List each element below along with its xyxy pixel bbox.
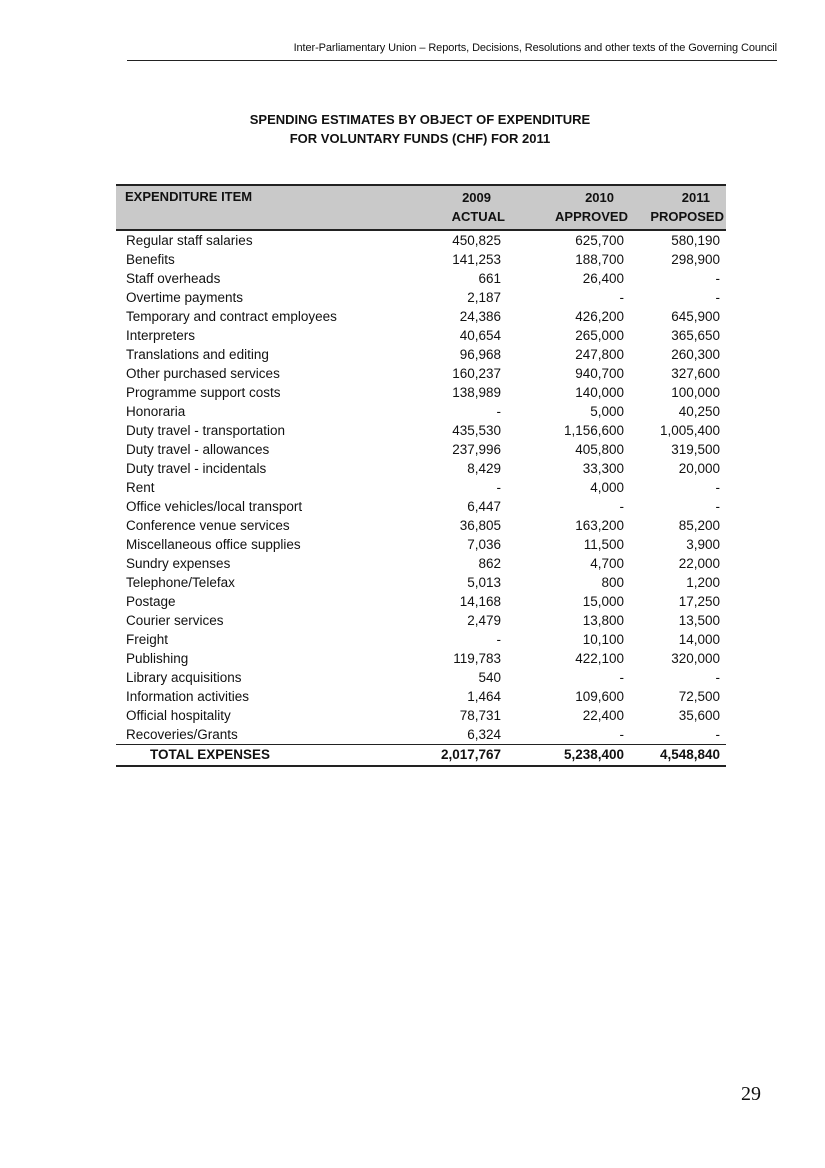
- cell-2009-actual: 5,013: [467, 575, 501, 590]
- cell-2010-approved: -: [619, 290, 624, 305]
- cell-2010-approved: 163,200: [575, 518, 624, 533]
- cell-expenditure-item: Staff overheads: [126, 271, 221, 286]
- cell-2011-proposed: 320,000: [671, 651, 720, 666]
- document-title: [115, 110, 725, 148]
- cell-2010-approved: 26,400: [582, 271, 624, 286]
- table-row: [116, 516, 726, 535]
- table-row: [116, 345, 726, 364]
- cell-2011-proposed: 580,190: [671, 233, 720, 248]
- cell-2011-proposed: -: [715, 480, 720, 495]
- cell-2010-approved: 15,000: [582, 594, 624, 609]
- header-year: 2011: [681, 190, 710, 205]
- title-line-1: SPENDING ESTIMATES BY OBJECT OF EXPENDITURE: [249, 112, 591, 127]
- cell-2009-actual: 8,429: [467, 461, 501, 476]
- cell-2011-proposed: -: [630, 725, 726, 745]
- cell-2009-actual: 96,968: [459, 347, 501, 362]
- header-label: PROPOSED: [650, 209, 724, 224]
- table-row: [116, 478, 726, 497]
- table-row: [116, 459, 726, 478]
- cell-2009-actual: 6,324: [430, 725, 507, 745]
- cell-expenditure-item: Information activities: [126, 689, 250, 704]
- cell-2010-approved: 422,100: [575, 651, 624, 666]
- cell-2009-actual: 160,237: [452, 366, 501, 381]
- cell-expenditure-item: Temporary and contract employees: [126, 309, 337, 324]
- cell-2011-proposed: -: [715, 670, 720, 685]
- cell-2011-proposed: 40,250: [678, 404, 720, 419]
- cell-2011-proposed: 1,005,400: [659, 423, 720, 438]
- cell-expenditure-item: Other purchased services: [126, 366, 280, 381]
- cell-2009-actual: 141,253: [452, 252, 501, 267]
- cell-2011-proposed: -: [715, 271, 720, 286]
- cell-expenditure-item: Publishing: [126, 651, 189, 666]
- table-row: [116, 288, 726, 307]
- cell-2009-actual: 138,989: [452, 385, 501, 400]
- cell-2010-approved: 800: [601, 575, 624, 590]
- cell-expenditure-item: Library acquisitions: [126, 670, 242, 685]
- cell-expenditure-item: Postage: [126, 594, 176, 609]
- cell-expenditure-item: Benefits: [126, 252, 175, 267]
- cell-2009-actual: 7,036: [467, 537, 501, 552]
- cell-2010-approved: 5,000: [590, 404, 624, 419]
- cell-2010-approved: 4,700: [590, 556, 624, 571]
- table-body: [116, 230, 726, 745]
- cell-2011-proposed: 17,250: [678, 594, 720, 609]
- cell-2010-approved: 405,800: [575, 442, 624, 457]
- cell-2010-approved: 426,200: [575, 309, 624, 324]
- cell-2009-actual: 2,187: [467, 290, 501, 305]
- cell-2009-actual: -: [496, 404, 501, 419]
- cell-2011-proposed: -: [715, 290, 720, 305]
- header-2011-proposed: [630, 185, 726, 230]
- cell-2009-actual: -: [496, 480, 501, 495]
- table-row: [116, 611, 726, 630]
- header-label: APPROVED: [555, 209, 628, 224]
- cell-2011-proposed: 365,650: [671, 328, 720, 343]
- header-label: ACTUAL: [451, 209, 505, 224]
- cell-2010-approved: -: [619, 670, 624, 685]
- cell-2009-actual: 1,464: [467, 689, 501, 704]
- cell-2009-actual: 661: [478, 271, 501, 286]
- table-row: [116, 706, 726, 725]
- table-row: [116, 269, 726, 288]
- cell-2011-proposed: 72,500: [678, 689, 720, 704]
- cell-expenditure-item: Honoraria: [126, 404, 186, 419]
- cell-2011-proposed: 35,600: [678, 708, 720, 723]
- cell-2010-approved: -: [619, 499, 624, 514]
- cell-2011-proposed: 298,900: [671, 252, 720, 267]
- cell-2010-approved: 265,000: [575, 328, 624, 343]
- cell-2009-actual: 862: [478, 556, 501, 571]
- cell-2011-proposed: 20,000: [678, 461, 720, 476]
- cell-2011-proposed: 3,900: [686, 537, 720, 552]
- cell-2011-proposed: 100,000: [671, 385, 720, 400]
- cell-2009-actual: 237,996: [452, 442, 501, 457]
- cell-2010-approved: 13,800: [582, 613, 624, 628]
- cell-2011-proposed: 260,300: [671, 347, 720, 362]
- cell-2010-approved: 10,100: [582, 632, 624, 647]
- cell-expenditure-item: Official hospitality: [126, 708, 231, 723]
- table-row: [116, 535, 726, 554]
- cell-expenditure-item: Overtime payments: [126, 290, 244, 305]
- cell-expenditure-item: Programme support costs: [126, 385, 281, 400]
- cell-2010-approved: 33,300: [582, 461, 624, 476]
- cell-expenditure-item: Miscellaneous office supplies: [126, 537, 301, 552]
- table-row: [116, 573, 726, 592]
- cell-2010-approved: 140,000: [575, 385, 624, 400]
- total-2009-actual: 2,017,767: [430, 745, 507, 767]
- cell-2009-actual: 6,447: [467, 499, 501, 514]
- cell-2010-approved: 22,400: [582, 708, 624, 723]
- header-year: 2010: [585, 190, 614, 205]
- table-row: [116, 421, 726, 440]
- cell-2010-approved: 625,700: [575, 233, 624, 248]
- cell-expenditure-item: Translations and editing: [126, 347, 269, 362]
- cell-2011-proposed: -: [715, 499, 720, 514]
- cell-2010-approved: 11,500: [583, 537, 624, 552]
- cell-2009-actual: 40,654: [459, 328, 501, 343]
- table-row: [116, 402, 726, 421]
- cell-2010-approved: 1,156,600: [563, 423, 624, 438]
- cell-expenditure-item: Duty travel - transportation: [126, 423, 286, 438]
- table-row: [116, 364, 726, 383]
- cell-2009-actual: 14,168: [459, 594, 501, 609]
- cell-2011-proposed: 1,200: [686, 575, 720, 590]
- table-row: [116, 668, 726, 687]
- cell-2009-actual: -: [496, 632, 501, 647]
- table-row: [116, 497, 726, 516]
- table-row: [116, 592, 726, 611]
- header-year: 2009: [462, 190, 491, 205]
- cell-2011-proposed: 22,000: [678, 556, 720, 571]
- cell-expenditure-item: Office vehicles/local transport: [126, 499, 303, 514]
- cell-2009-actual: 24,386: [459, 309, 501, 324]
- total-2011-proposed: 4,548,840: [630, 745, 726, 767]
- total-label: TOTAL EXPENSES: [116, 745, 430, 767]
- cell-2010-approved: -: [507, 725, 630, 745]
- cell-2009-actual: 36,805: [459, 518, 501, 533]
- total-row: [116, 745, 726, 767]
- cell-2009-actual: 2,479: [467, 613, 501, 628]
- cell-2009-actual: 119,783: [453, 651, 501, 666]
- table-row: [116, 630, 726, 649]
- cell-expenditure-item: Interpreters: [126, 328, 196, 343]
- cell-expenditure-item: Courier services: [126, 613, 224, 628]
- cell-2011-proposed: 327,600: [671, 366, 720, 381]
- running-head: Inter-Parliamentary Union – Reports, Decisions, Resolutions and other texts of the Governing Council: [293, 42, 777, 54]
- cell-2009-actual: 450,825: [452, 233, 501, 248]
- header-rule: [127, 60, 777, 61]
- table-row: [116, 687, 726, 706]
- total-2010-approved: 5,238,400: [507, 745, 630, 767]
- cell-2010-approved: 247,800: [575, 347, 624, 362]
- cell-2010-approved: 940,700: [575, 366, 624, 381]
- cell-expenditure-item: Sundry expenses: [126, 556, 231, 571]
- header-expenditure-item: EXPENDITURE ITEM: [116, 185, 430, 230]
- table-header-row: [116, 185, 726, 230]
- cell-2010-approved: 188,700: [575, 252, 624, 267]
- cell-2009-actual: 435,530: [452, 423, 501, 438]
- header-2010-approved: [507, 185, 630, 230]
- table-row: [116, 440, 726, 459]
- cell-expenditure-item: Recoveries/Grants: [116, 725, 430, 745]
- header-2009-actual: [430, 185, 507, 230]
- table-row: [116, 725, 726, 745]
- cell-2011-proposed: 645,900: [671, 309, 720, 324]
- cell-expenditure-item: Duty travel - incidentals: [126, 461, 267, 476]
- cell-2009-actual: 78,731: [459, 708, 501, 723]
- table-row: [116, 649, 726, 668]
- cell-2009-actual: 540: [478, 670, 501, 685]
- cell-2010-approved: 109,600: [575, 689, 624, 704]
- expenditure-table: [116, 184, 726, 767]
- cell-2010-approved: 4,000: [590, 480, 624, 495]
- page-number: 29: [741, 1083, 761, 1105]
- cell-expenditure-item: Regular staff salaries: [126, 233, 253, 248]
- cell-expenditure-item: Freight: [126, 632, 169, 647]
- table-row: [116, 250, 726, 269]
- cell-expenditure-item: Telephone/Telefax: [126, 575, 235, 590]
- cell-expenditure-item: Rent: [126, 480, 155, 495]
- cell-expenditure-item: Duty travel - allowances: [126, 442, 270, 457]
- table-row: [116, 326, 726, 345]
- cell-2011-proposed: 319,500: [671, 442, 720, 457]
- cell-2011-proposed: 85,200: [678, 518, 720, 533]
- table-row: [116, 554, 726, 573]
- cell-2011-proposed: 13,500: [678, 613, 720, 628]
- table-row: [116, 307, 726, 326]
- cell-2011-proposed: 14,000: [678, 632, 720, 647]
- title-line-2: FOR VOLUNTARY FUNDS (CHF) FOR 2011: [289, 131, 551, 146]
- cell-expenditure-item: Conference venue services: [126, 518, 290, 533]
- table-row: [116, 230, 726, 250]
- table-row: [116, 383, 726, 402]
